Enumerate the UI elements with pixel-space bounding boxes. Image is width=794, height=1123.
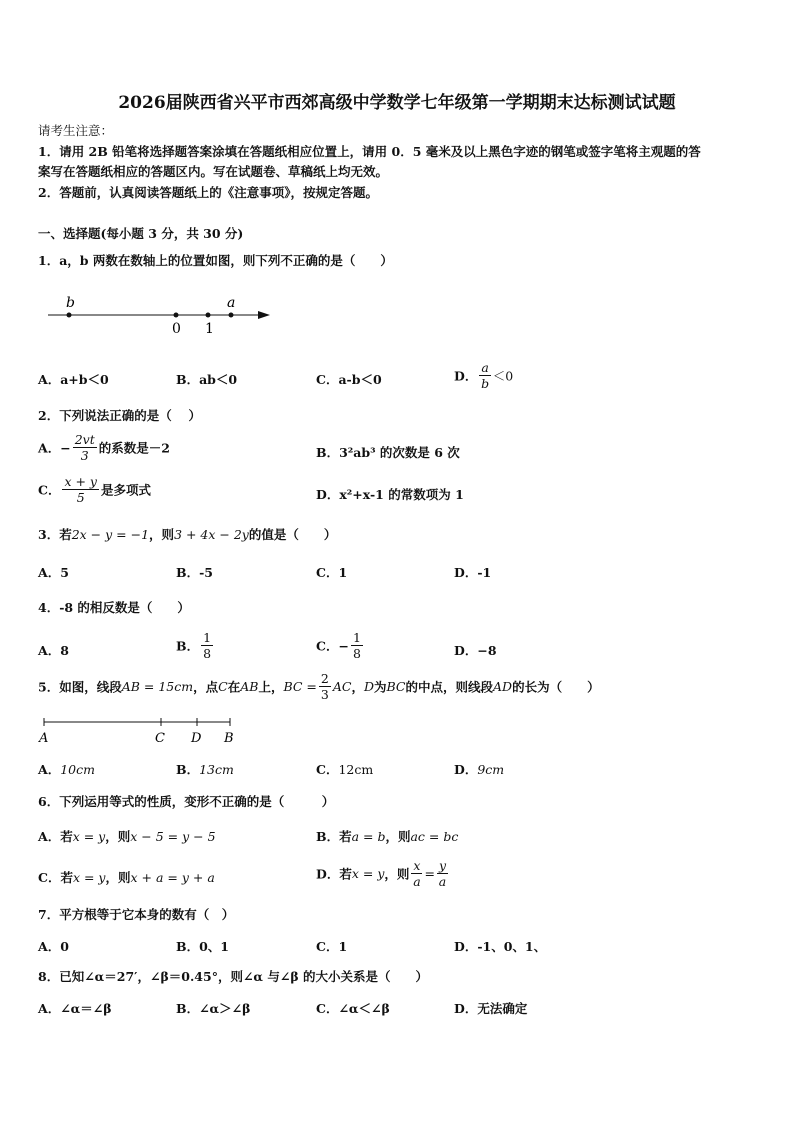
q4-option-a: A．8 xyxy=(38,643,69,658)
segment-label-c: C xyxy=(155,731,165,746)
q8-option-d: D．无法确定 xyxy=(454,1001,528,1016)
q7-option-a: A．0 xyxy=(38,939,69,954)
question-5-stem: 5．如图，线段AB = 15cm，点C在AB上，BC = $\frac{2}{3}$ AC，D为BC的中点，则线段AD的长为（ ） xyxy=(38,671,600,702)
q4-option-d: D．−8 xyxy=(454,643,497,658)
q2-option-a: A．− $\frac{2vt}{3}$ 的系数是－2 xyxy=(38,432,170,463)
question-8-stem: 8．已知∠α＝27′，∠β＝0.45°，则∠α 与∠β 的大小关系是（ ） xyxy=(38,969,429,984)
question-4-stem: 4．-8 的相反数是（ ） xyxy=(38,600,190,615)
zero-label: 0 xyxy=(172,321,181,337)
segment-label-b: B xyxy=(224,731,234,746)
segment-label-d: D xyxy=(191,731,202,746)
notice-line-2: 2．答题前，认真阅读答题纸上的《注意事项》，按规定答题。 xyxy=(38,185,378,200)
q6-option-d: D．若x = y，则 $\frac{x}{a}$ = $\frac{y}{a}$ xyxy=(316,858,447,889)
q3-option-a: A．5 xyxy=(38,565,69,580)
q3-option-b: B．-5 xyxy=(176,565,213,580)
question-7-stem: 7．平方根等于它本身的数有（ ） xyxy=(38,907,235,922)
q6-option-b: B．若a = b，则ac = bc xyxy=(316,829,459,844)
notice-line-1a: 1．请用 2B 铅笔将选择题答案涂填在答题纸相应位置上，请用 0．5 毫米及以上黑色字迹的钢笔或签字笔将主观题的答 xyxy=(38,144,701,159)
point-b-label: b xyxy=(66,295,75,311)
notice-line-1b: 案写在答题纸相应的答题区内。写在试题卷、草稿纸上均无效。 xyxy=(38,164,389,179)
segment-figure xyxy=(38,712,248,746)
page-title: 2026届陕西省兴平市西郊高级中学数学七年级第一学期期末达标测试试题 xyxy=(118,93,676,113)
q6-option-c: C．若x = y，则x + a = y + a xyxy=(38,870,215,885)
q1-option-d: D． $\frac{a}{b}$ ＜0 xyxy=(454,360,514,391)
q4-option-c: C．− $\frac{1}{8}$ xyxy=(316,630,361,661)
q8-option-a: A．∠α＝∠β xyxy=(38,1001,112,1016)
q1-option-b: B．ab＜0 xyxy=(176,372,238,387)
number-line-figure xyxy=(40,290,280,340)
segment-label-a: A xyxy=(39,731,49,746)
one-label: 1 xyxy=(205,321,214,337)
q1-option-a: A．a+b＜0 xyxy=(38,372,109,387)
q8-option-c: C．∠α＜∠β xyxy=(316,1001,390,1016)
q4-option-b: B． $\frac{1}{8}$ xyxy=(176,630,212,661)
q1-option-c: C．a-b＜0 xyxy=(316,372,382,387)
q3-option-d: D．-1 xyxy=(454,565,492,580)
q7-option-d: D．-1、0、1、 xyxy=(454,939,547,954)
q3-option-c: C．1 xyxy=(316,565,348,580)
question-3-stem: 3．若2x − y = −1，则3 + 4x − 2y的值是（ ） xyxy=(38,527,337,542)
q6-option-a: A．若x = y，则x − 5 = y − 5 xyxy=(38,829,216,844)
q7-option-b: B．0、1 xyxy=(176,939,229,954)
q2-option-b: B．3²ab³ 的次数是 6 次 xyxy=(316,445,460,460)
arrow-icon xyxy=(258,311,270,319)
q2-option-d: D．x²+x-1 的常数项为 1 xyxy=(316,487,464,502)
point-a-label: a xyxy=(227,295,236,311)
q5-option-b: B．13cm xyxy=(176,762,234,777)
q2-option-c: C． $\frac{x + y}{5}$ 是多项式 xyxy=(38,474,152,505)
question-6-stem: 6．下列运用等式的性质，变形不正确的是（ ） xyxy=(38,794,335,809)
section-heading: 一、选择题(每小题 3 分，共 30 分) xyxy=(38,226,244,241)
question-1-stem: 1．a，b 两数在数轴上的位置如图，则下列不正确的是（ ） xyxy=(38,253,393,268)
q7-option-c: C．1 xyxy=(316,939,348,954)
q5-option-a: A．10cm xyxy=(38,762,95,777)
q5-option-d: D．9cm xyxy=(454,762,505,777)
q8-option-b: B．∠α＞∠β xyxy=(176,1001,251,1016)
notice-heading: 请考生注意： xyxy=(38,123,114,138)
question-2-stem: 2．下列说法正确的是（ ） xyxy=(38,408,202,423)
q5-option-c: C．12cm xyxy=(316,762,374,777)
